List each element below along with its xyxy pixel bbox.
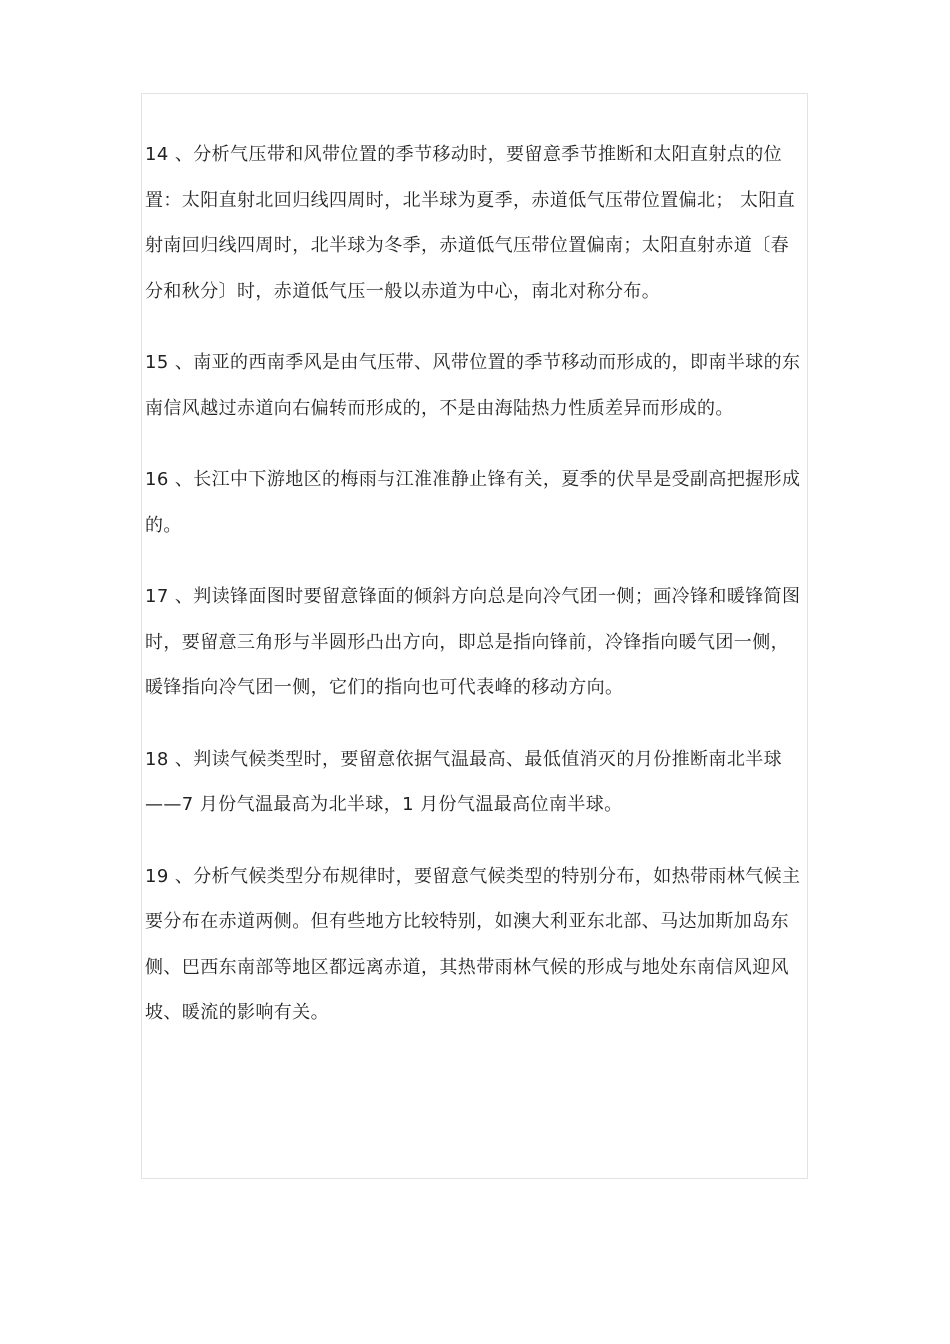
note-item-14: 14 、分析气压带和风带位置的季节移动时，要留意季节推断和太阳直射点的位置：太阳直射北回归线四周时，北半球为夏季，赤道低气压带位置偏北； 太阳直射南回归线四周时，北半球为冬季，赤道低气压带位置偏南；太阳直射赤道〔春分和秋分〕时，赤道低气压一般以赤道为中心，南北对称分布。 <box>145 144 796 302</box>
note-item-19: 19 、分析气候类型分布规律时，要留意气候类型的特别分布，如热带雨林气候主要分布在赤道两侧。但有些地方比较特别，如澳大利亚东北部、马达加斯加岛东侧、巴西东南部等地区都远离赤道，其热带雨林气候的形成与地处东南信风迎风坡、暖流的影响有关。 <box>145 865 801 1023</box>
note-item-18: 18 、判读气候类型时，要留意依据气温最高、最低值消灭的月份推断南北半球——7 月份气温最高为北半球，1 月份气温最高位南半球。 <box>145 748 783 815</box>
note-item-16: 16 、长江中下游地区的梅雨与江淮准静止锋有关，夏季的伏旱是受副高把握形成的。 <box>145 469 801 536</box>
document-body <box>145 132 807 1036</box>
note-item-15: 15 、南亚的西南季风是由气压带、风带位置的季节移动而形成的，即南半球的东南信风越过赤道向右偏转而形成的，不是由海陆热力性质差异而形成的。 <box>145 352 801 419</box>
note-item-17: 17 、判读锋面图时要留意锋面的倾斜方向总是向冷气团一侧；画冷锋和暖锋简图时，要留意三角形与半圆形凸出方向，即总是指向锋前，冷锋指向暖气团一侧，暖锋指向冷气团一侧，它们的指向也可代表峰的移动方向。 <box>145 586 801 698</box>
